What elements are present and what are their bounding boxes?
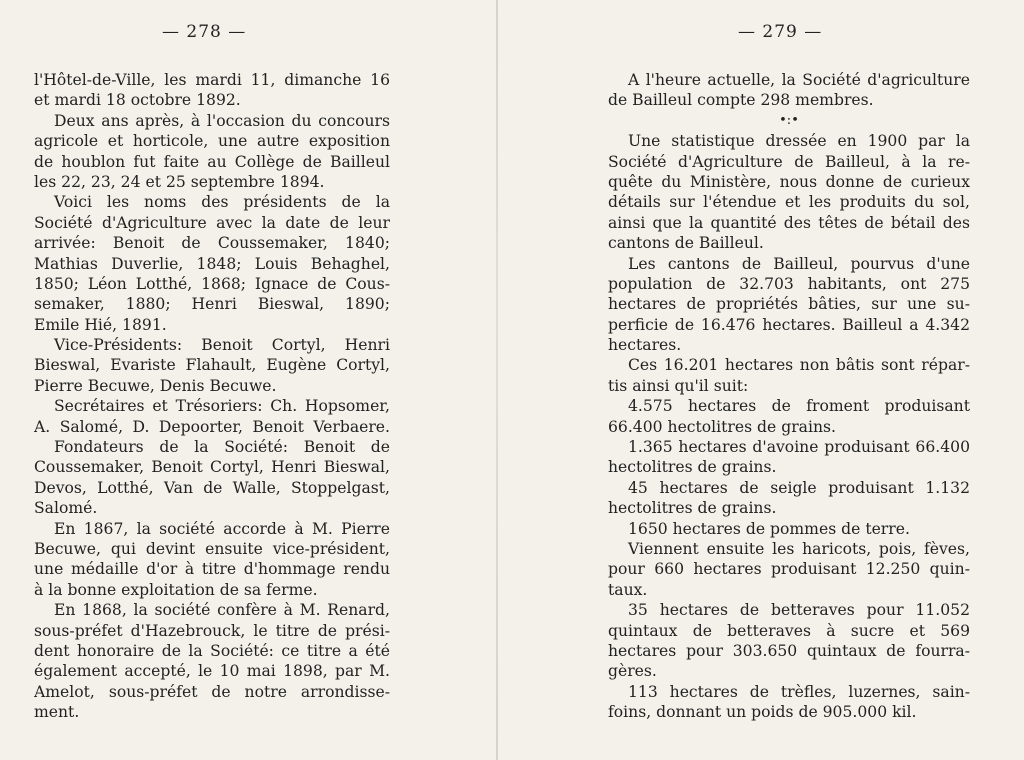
text-line: semaker, 1880; Henri Bieswal, 1890; [34,295,390,314]
text-line: Pierre Becuwe, Denis Becuwe. [34,376,277,395]
text-line: également accepté, le 10 mai 1898, par M. [34,662,390,681]
text-line: hectolitres de grains. [608,499,777,518]
text-line: A l'heure actuelle, la Société d'agriculture [628,71,970,89]
text-line: Becuwe, qui devint ensuite vice-président, [34,539,390,558]
asterism-ornament: •:• [779,112,799,128]
text-line: taux. [608,580,648,599]
left-page-text [34,70,390,723]
text-line: ainsi que la quantité des têtes de bétail des [608,213,970,232]
text-line: Bieswal, Evariste Flahault, Eugène Cortyl, [34,356,390,375]
right-page-number: — 279 — [738,22,823,42]
text-line: 4.575 hectares de froment produisant [628,397,970,416]
book-gutter [496,0,498,760]
text-line: Vice-Présidents: Benoit Cortyl, Henri [54,336,390,355]
text-line: dent honoraire de la Société: ce titre a été [34,641,390,660]
text-line: 66.400 hectolitres de grains. [608,417,836,436]
text-line: hectolitres de grains. [608,458,777,477]
right-page-text [608,70,970,723]
text-line: 35 hectares de betteraves pour 11.052 [628,601,970,620]
text-line: une médaille d'or à titre d'hommage rendu [34,560,390,579]
text-line: Devos, Lotthé, Van de Walle, Stoppelgast, [34,478,390,497]
text-line: Société d'Agriculture de Bailleul, à la re- [608,152,970,171]
text-line: gères. [608,662,657,681]
text-line: agricole et horticole, une autre exposition [34,132,390,151]
text-line: détails sur l'étendue et les produits du sol, [608,193,970,212]
text-line: Salomé. [34,499,98,518]
text-line: les 22, 23, 24 et 25 septembre 1894. [34,172,325,191]
text-line: population de 32.703 habitants, ont 275 [608,274,970,293]
text-line: En 1867, la société accorde à M. Pierre [54,519,390,538]
text-line: Mathias Duverlie, 1848; Louis Behaghel, [34,254,390,273]
text-line: à la bonne exploitation de sa ferme. [34,580,318,599]
text-line: Ces 16.201 hectares non bâtis sont répar- [628,356,970,375]
text-line: pour 660 hectares produisant 12.250 quin- [608,560,970,579]
text-line: foins, donnant un poids de 905.000 kil. [608,703,917,722]
right-page [500,0,1024,760]
left-page-number: — 278 — [162,22,247,42]
text-line: Voici les noms des présidents de la [54,193,390,212]
text-line: 1650 hectares de pommes de terre. [628,519,910,538]
text-line: A. Salomé, D. Depoorter, Benoit Verbaere. [34,417,390,436]
text-line: Viennent ensuite les haricots, pois, fèves, [628,539,970,558]
text-line: Secrétaires et Trésoriers: Ch. Hopsomer, [54,397,390,416]
text-line: de Bailleul compte 298 membres. [608,91,874,110]
text-line: En 1868, la société confère à M. Renard, [54,601,390,620]
text-line: hectares pour 303.650 quintaux de fourra- [608,641,970,660]
text-line: hectares de propriétés bâties, sur une su- [608,295,970,314]
text-line: perficie de 16.476 hectares. Bailleul a 4.342 [608,315,970,334]
text-line: 1850; Léon Lotthé, 1868; Ignace de Cous- [34,274,390,293]
text-line: Les cantons de Bailleul, pourvus d'une [628,254,970,273]
text-line: Société d'Agriculture avec la date de leur [34,213,390,232]
text-line: quintaux de betteraves à sucre et 569 [608,621,970,640]
text-line: 45 hectares de seigle produisant 1.132 [628,478,970,497]
text-line: 1.365 hectares d'avoine produisant 66.400 [628,438,970,457]
text-line: ment. [34,703,80,722]
text-line: et mardi 18 octobre 1892. [34,91,241,110]
text-line: tis ainsi qu'il suit: [608,376,749,395]
text-line: Fondateurs de la Société: Benoit de [54,438,390,457]
text-line: Une statistique dressée en 1900 par la [628,132,970,151]
text-line: Deux ans après, à l'occasion du concours [54,111,390,130]
text-line: Emile Hié, 1891. [34,315,167,334]
text-line: hectares. [608,336,682,355]
text-line: Coussemaker, Benoit Cortyl, Henri Bieswal, [34,458,390,477]
text-line: l'Hôtel-de-Ville, les mardi 11, dimanche 16 [34,71,390,89]
text-line: cantons de Bailleul. [608,234,764,253]
text-line: 113 hectares de trèfles, luzernes, sain- [628,682,970,701]
left-page [0,0,497,760]
text-line: quête du Ministère, nous donne de curieux [608,172,970,191]
text-line: Amelot, sous-préfet de notre arrondisse- [34,682,390,701]
text-line: sous-préfet d'Hazebrouck, le titre de prési- [34,621,390,640]
text-line: arrivée: Benoit de Coussemaker, 1840; [34,234,390,253]
text-line: de houblon fut faite au Collège de Bailleul [34,152,390,171]
